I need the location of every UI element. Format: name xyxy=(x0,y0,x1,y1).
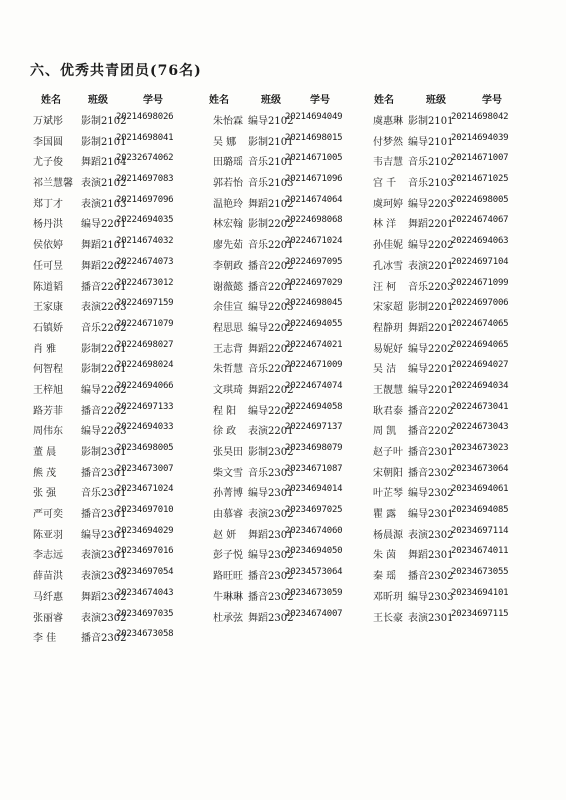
cell-name: 万斌彤 xyxy=(33,116,63,127)
cell-class: 舞蹈2301 xyxy=(408,550,454,562)
table-row xyxy=(33,419,533,440)
cell-name: 路芳菲 xyxy=(33,405,63,417)
header-id-3: 学号 xyxy=(482,95,502,106)
cell-student-id: 20224694034 xyxy=(451,380,509,391)
cell-name: 祁兰慧馨 xyxy=(33,178,73,190)
cell-student-id: 20224674073 xyxy=(116,256,174,267)
cell-class: 播音2202 xyxy=(248,260,294,272)
cell-name: 杨晨源 xyxy=(373,529,403,541)
cell-student-id: 20224698005 xyxy=(451,194,509,205)
cell-student-id: 20224673012 xyxy=(116,277,174,288)
cell-name: 任可昱 xyxy=(33,260,63,272)
cell-name: 薛苗洪 xyxy=(33,571,63,583)
cell-name: 张 强 xyxy=(33,488,57,500)
cell-name: 张丽睿 xyxy=(33,612,63,624)
cell-name: 程静玥 xyxy=(373,322,403,334)
cell-name: 熊 茂 xyxy=(33,467,57,479)
table-row xyxy=(33,233,533,254)
table-row xyxy=(33,564,533,585)
table-row xyxy=(33,212,533,233)
cell-class: 编导2202 xyxy=(81,384,127,396)
cell-class: 音乐2303 xyxy=(248,467,294,479)
cell-name: 易妮妤 xyxy=(373,343,403,355)
cell-student-id: 20234697115 xyxy=(451,608,509,619)
cell-name: 虞惠琳 xyxy=(373,116,403,127)
cell-class: 播音2301 xyxy=(408,447,454,458)
cell-name: 温艳玲 xyxy=(213,198,243,210)
cell-student-id: 20224698045 xyxy=(285,298,343,309)
cell-class: 音乐2103 xyxy=(408,178,454,190)
cell-student-id: 20224694027 xyxy=(451,360,509,371)
cell-student-id: 20234697025 xyxy=(285,505,343,516)
cell-class: 音乐2101 xyxy=(248,157,294,169)
cell-student-id: 20234694050 xyxy=(285,546,343,557)
cell-class: 表演2302 xyxy=(81,612,127,624)
cell-name: 虞珂婷 xyxy=(373,198,403,210)
cell-student-id: 20224671099 xyxy=(451,277,509,288)
cell-class: 编导2101 xyxy=(408,136,454,148)
cell-name: 朱 茵 xyxy=(373,550,397,562)
cell-student-id: 20224671024 xyxy=(285,236,343,247)
cell-class: 表演2302 xyxy=(408,529,454,541)
table-row xyxy=(33,192,533,213)
cell-name: 陈道韬 xyxy=(33,281,63,293)
cell-name: 孙菁博 xyxy=(213,488,243,500)
cell-name: 何智程 xyxy=(33,364,63,376)
cell-name: 王家康 xyxy=(33,302,63,314)
cell-student-id: 20234671024 xyxy=(116,484,174,495)
cell-name: 孙佳妮 xyxy=(373,240,403,252)
table-row xyxy=(33,150,533,171)
cell-student-id: 20214671096 xyxy=(285,174,343,185)
table-header xyxy=(33,91,533,105)
cell-name: 尤子俊 xyxy=(33,157,63,169)
cell-class: 编导2301 xyxy=(408,509,454,521)
table-row xyxy=(33,295,533,316)
cell-name: 程 阳 xyxy=(213,405,237,417)
cell-name: 宫 千 xyxy=(373,178,397,190)
cell-student-id: 20224694058 xyxy=(285,401,343,412)
cell-student-id: 20234698079 xyxy=(285,443,343,453)
cell-student-id: 20234697010 xyxy=(116,505,174,516)
cell-student-id: 20224673041 xyxy=(451,401,509,412)
cell-student-id: 20234694101 xyxy=(451,587,509,598)
cell-name: 王靓慧 xyxy=(373,384,403,396)
table-row xyxy=(33,378,533,399)
member-table xyxy=(33,109,533,647)
cell-name: 石镇娇 xyxy=(33,322,63,334)
cell-name: 秦 瑶 xyxy=(373,571,397,583)
cell-name: 徐 政 xyxy=(213,426,237,438)
cell-name: 周伟东 xyxy=(33,426,63,438)
cell-class: 舞蹈2301 xyxy=(248,529,294,541)
cell-student-id: 20224694066 xyxy=(116,380,174,391)
cell-student-id: 20214674064 xyxy=(285,194,343,205)
cell-class: 音乐2301 xyxy=(81,488,127,500)
cell-name: 侯依婷 xyxy=(33,240,63,252)
cell-student-id: 20214694039 xyxy=(451,132,509,143)
cell-class: 影制2101 xyxy=(408,116,454,127)
cell-class: 编导2203 xyxy=(248,302,294,314)
cell-class: 播音2202 xyxy=(408,426,454,438)
table-row xyxy=(33,606,533,627)
table-row xyxy=(33,585,533,606)
cell-student-id: 20224674021 xyxy=(285,339,343,350)
cell-name: 牛琳琳 xyxy=(213,591,243,603)
cell-student-id: 20224697133 xyxy=(116,401,174,412)
cell-class: 编导2202 xyxy=(248,322,294,334)
table-row xyxy=(33,502,533,523)
cell-student-id: 20232674062 xyxy=(116,153,174,164)
cell-class: 影制2101 xyxy=(81,136,127,148)
cell-name: 路旺旺 xyxy=(213,571,243,583)
cell-student-id: 20214697096 xyxy=(116,194,174,205)
cell-class: 表演2301 xyxy=(81,550,127,562)
cell-class: 舞蹈2202 xyxy=(248,384,294,396)
cell-student-id: 20234697035 xyxy=(116,608,174,619)
cell-class: 播音2202 xyxy=(408,405,454,417)
cell-student-id: 20234694029 xyxy=(116,525,174,536)
header-name-2: 姓名 xyxy=(209,95,229,106)
cell-class: 编导2202 xyxy=(408,240,454,252)
header-name-1: 姓名 xyxy=(41,95,61,106)
header-id-2: 学号 xyxy=(310,95,330,106)
cell-name: 付梦然 xyxy=(373,136,403,148)
cell-name: 耿君泰 xyxy=(373,405,403,417)
cell-student-id: 20234697054 xyxy=(116,567,174,578)
cell-student-id: 20224694063 xyxy=(451,236,509,247)
cell-class: 编导2302 xyxy=(408,488,454,500)
cell-name: 孔冰雪 xyxy=(373,260,403,272)
cell-name: 廖先茹 xyxy=(213,240,243,252)
header-class-1: 班级 xyxy=(88,95,108,106)
cell-student-id: 20214671025 xyxy=(451,174,509,185)
cell-student-id: 20234697016 xyxy=(116,546,174,557)
cell-student-id: 20224694033 xyxy=(116,422,174,433)
cell-name: 王志背 xyxy=(213,343,243,355)
cell-student-id: 20224673043 xyxy=(451,422,509,433)
cell-student-id: 20214671007 xyxy=(451,153,509,164)
cell-student-id: 20234674043 xyxy=(116,587,174,598)
cell-class: 舞蹈2104 xyxy=(81,157,127,169)
cell-name: 汪 柯 xyxy=(373,281,397,293)
cell-student-id: 20234573064 xyxy=(285,567,343,578)
table-row xyxy=(33,481,533,502)
cell-name: 杨丹洪 xyxy=(33,219,63,231)
table-row xyxy=(33,399,533,420)
cell-name: 朱怡霖 xyxy=(213,116,243,127)
cell-name: 宋家超 xyxy=(373,302,403,314)
cell-name: 谢薇懿 xyxy=(213,281,243,293)
cell-student-id: 20234674060 xyxy=(285,525,343,536)
cell-student-id: 20224674067 xyxy=(451,215,509,226)
table-row xyxy=(33,357,533,378)
cell-student-id: 20234674011 xyxy=(451,546,509,557)
cell-class: 影制2201 xyxy=(81,364,127,376)
cell-name: 吴 洁 xyxy=(373,364,397,376)
cell-class: 舞蹈2202 xyxy=(248,343,294,355)
cell-class: 表演2103 xyxy=(81,198,127,210)
cell-name: 林宏翰 xyxy=(213,219,243,231)
cell-class: 编导2202 xyxy=(248,405,294,417)
cell-name: 叶芷琴 xyxy=(373,488,403,500)
cell-class: 播音2201 xyxy=(81,281,127,293)
cell-class: 播音2301 xyxy=(81,509,127,521)
table-row xyxy=(33,337,533,358)
cell-class: 播音2302 xyxy=(248,571,294,583)
cell-class: 编导2203 xyxy=(81,426,127,438)
cell-class: 编导2301 xyxy=(81,529,127,541)
cell-student-id: 20234673023 xyxy=(451,443,509,453)
cell-class: 音乐2201 xyxy=(248,364,294,376)
cell-class: 表演2102 xyxy=(81,178,127,190)
cell-student-id: 20224674065 xyxy=(451,318,509,329)
cell-class: 音乐2203 xyxy=(408,281,454,293)
cell-class: 表演2302 xyxy=(248,509,294,521)
table-row xyxy=(33,275,533,296)
cell-class: 播音2302 xyxy=(248,591,294,603)
cell-name: 林 洋 xyxy=(373,219,397,231)
cell-class: 音乐2103 xyxy=(248,178,294,190)
cell-name: 赵 妍 xyxy=(213,529,237,541)
cell-name: 严可奕 xyxy=(33,509,63,521)
cell-student-id: 20234674007 xyxy=(285,608,343,619)
cell-class: 影制2201 xyxy=(408,302,454,314)
cell-name: 董 晨 xyxy=(33,447,57,458)
cell-class: 舞蹈2202 xyxy=(81,260,127,272)
cell-class: 播音2201 xyxy=(248,281,294,293)
cell-student-id: 20224697137 xyxy=(285,422,343,433)
table-row xyxy=(33,109,533,130)
cell-name: 宋朝阳 xyxy=(373,467,403,479)
cell-student-id: 20234673055 xyxy=(451,567,509,578)
cell-class: 舞蹈2201 xyxy=(408,219,454,231)
cell-name: 由慕睿 xyxy=(213,509,243,521)
header-id-1: 学号 xyxy=(143,95,163,106)
cell-class: 表演2201 xyxy=(408,260,454,272)
cell-class: 表演2301 xyxy=(408,612,454,624)
cell-student-id: 20224694055 xyxy=(285,318,343,329)
cell-name: 文琪琦 xyxy=(213,384,243,396)
cell-name: 李朝政 xyxy=(213,260,243,272)
cell-class: 影制2102 xyxy=(81,116,127,127)
cell-student-id: 20224697006 xyxy=(451,298,509,309)
cell-class: 编导2201 xyxy=(81,219,127,231)
cell-name: 彭子悦 xyxy=(213,550,243,562)
cell-student-id: 20214698041 xyxy=(116,132,174,143)
cell-student-id: 20214674032 xyxy=(116,236,174,247)
cell-name: 瞿 露 xyxy=(373,509,397,521)
cell-student-id: 20214671005 xyxy=(285,153,343,164)
cell-class: 舞蹈2201 xyxy=(408,322,454,334)
table-row xyxy=(33,171,533,192)
cell-class: 编导2302 xyxy=(248,550,294,562)
cell-class: 舞蹈2101 xyxy=(81,240,127,252)
cell-student-id: 20224671009 xyxy=(285,360,343,371)
cell-student-id: 20224671079 xyxy=(116,318,174,329)
cell-class: 编导2301 xyxy=(248,488,294,500)
cell-name: 程思思 xyxy=(213,322,243,334)
cell-class: 编导2202 xyxy=(408,343,454,355)
cell-class: 编导2303 xyxy=(408,591,454,603)
cell-name: 邓昕玥 xyxy=(373,591,403,603)
cell-student-id: 20234671087 xyxy=(285,463,343,474)
cell-class: 舞蹈2302 xyxy=(81,591,127,603)
cell-name: 王梓旭 xyxy=(33,384,63,396)
cell-student-id: 20214698042 xyxy=(451,112,509,122)
cell-class: 编导2201 xyxy=(408,364,454,376)
cell-name: 田璐瑶 xyxy=(213,157,243,169)
cell-student-id: 20234694061 xyxy=(451,484,509,495)
cell-class: 播音2302 xyxy=(408,467,454,479)
cell-name: 韦吉慧 xyxy=(373,157,403,169)
cell-student-id: 20234697114 xyxy=(451,525,509,536)
cell-class: 表演2203 xyxy=(81,302,127,314)
cell-class: 影制2301 xyxy=(81,447,127,458)
cell-student-id: 20224697104 xyxy=(451,256,509,267)
cell-class: 音乐2202 xyxy=(81,322,127,334)
cell-class: 舞蹈2102 xyxy=(248,198,294,210)
cell-name: 李国圆 xyxy=(33,136,63,148)
cell-student-id: 20234673058 xyxy=(116,629,174,640)
cell-class: 影制2201 xyxy=(81,343,127,355)
cell-student-id: 20214694049 xyxy=(285,112,343,122)
cell-name: 柴文雪 xyxy=(213,467,243,479)
cell-student-id: 20234673007 xyxy=(116,463,174,474)
cell-student-id: 20224674074 xyxy=(285,380,343,391)
cell-student-id: 20234694085 xyxy=(451,505,509,516)
cell-student-id: 20224698068 xyxy=(285,215,343,226)
cell-student-id: 20224698024 xyxy=(116,360,174,371)
cell-class: 表演2201 xyxy=(248,426,294,438)
cell-student-id: 20214697083 xyxy=(116,174,174,185)
cell-class: 播音2202 xyxy=(81,405,127,417)
cell-name: 周 凯 xyxy=(373,426,397,438)
cell-student-id: 20234673059 xyxy=(285,587,343,598)
table-row xyxy=(33,543,533,564)
cell-class: 舞蹈2302 xyxy=(248,612,294,624)
cell-class: 播音2301 xyxy=(81,467,127,479)
table-row xyxy=(33,461,533,482)
header-name-3: 姓名 xyxy=(374,95,394,106)
cell-class: 音乐2201 xyxy=(248,240,294,252)
cell-name: 郭若怡 xyxy=(213,178,243,190)
header-class-3: 班级 xyxy=(426,95,446,106)
cell-student-id: 20214698015 xyxy=(285,132,343,143)
cell-name: 朱哲慧 xyxy=(213,364,243,376)
cell-name: 肖 雅 xyxy=(33,343,57,355)
table-row xyxy=(33,440,533,461)
cell-name: 陈亚羽 xyxy=(33,529,63,541)
table-row xyxy=(33,626,533,647)
cell-class: 影制2202 xyxy=(248,219,294,231)
table-row xyxy=(33,316,533,337)
cell-class: 播音2302 xyxy=(408,571,454,583)
cell-student-id: 20234673064 xyxy=(451,463,509,474)
cell-name: 张昊田 xyxy=(213,447,243,458)
cell-class: 影制2101 xyxy=(248,136,294,148)
cell-class: 表演2303 xyxy=(81,571,127,583)
cell-class: 编导2102 xyxy=(248,116,294,127)
cell-name: 赵子叶 xyxy=(373,447,403,458)
cell-name: 杜承弦 xyxy=(213,612,243,624)
cell-name: 郑丁才 xyxy=(33,198,63,210)
cell-class: 音乐2102 xyxy=(408,157,454,169)
cell-student-id: 20224697029 xyxy=(285,277,343,288)
cell-student-id: 20224697159 xyxy=(116,298,174,309)
section-title: 六、优秀共青团员(76名) xyxy=(30,63,202,79)
cell-class: 播音2302 xyxy=(81,633,127,645)
cell-name: 李志远 xyxy=(33,550,63,562)
cell-class: 编导2201 xyxy=(408,384,454,396)
cell-student-id: 20224694035 xyxy=(116,215,174,226)
table-row xyxy=(33,130,533,151)
cell-name: 吴 娜 xyxy=(213,136,237,148)
header-class-2: 班级 xyxy=(261,95,281,106)
cell-name: 余佳宣 xyxy=(213,302,243,314)
cell-student-id: 20224694065 xyxy=(451,339,509,350)
cell-name: 王长豪 xyxy=(373,612,403,624)
cell-class: 影制2302 xyxy=(248,447,294,458)
cell-student-id: 20234698005 xyxy=(116,443,174,453)
cell-student-id: 20234694014 xyxy=(285,484,343,495)
cell-name: 马纤惠 xyxy=(33,591,63,603)
cell-student-id: 20224698027 xyxy=(116,339,174,350)
cell-student-id: 20224697095 xyxy=(285,256,343,267)
cell-student-id: 20214698026 xyxy=(116,112,174,122)
cell-class: 编导2203 xyxy=(408,198,454,210)
cell-name: 李 佳 xyxy=(33,633,57,645)
table-row xyxy=(33,523,533,544)
table-row xyxy=(33,254,533,275)
